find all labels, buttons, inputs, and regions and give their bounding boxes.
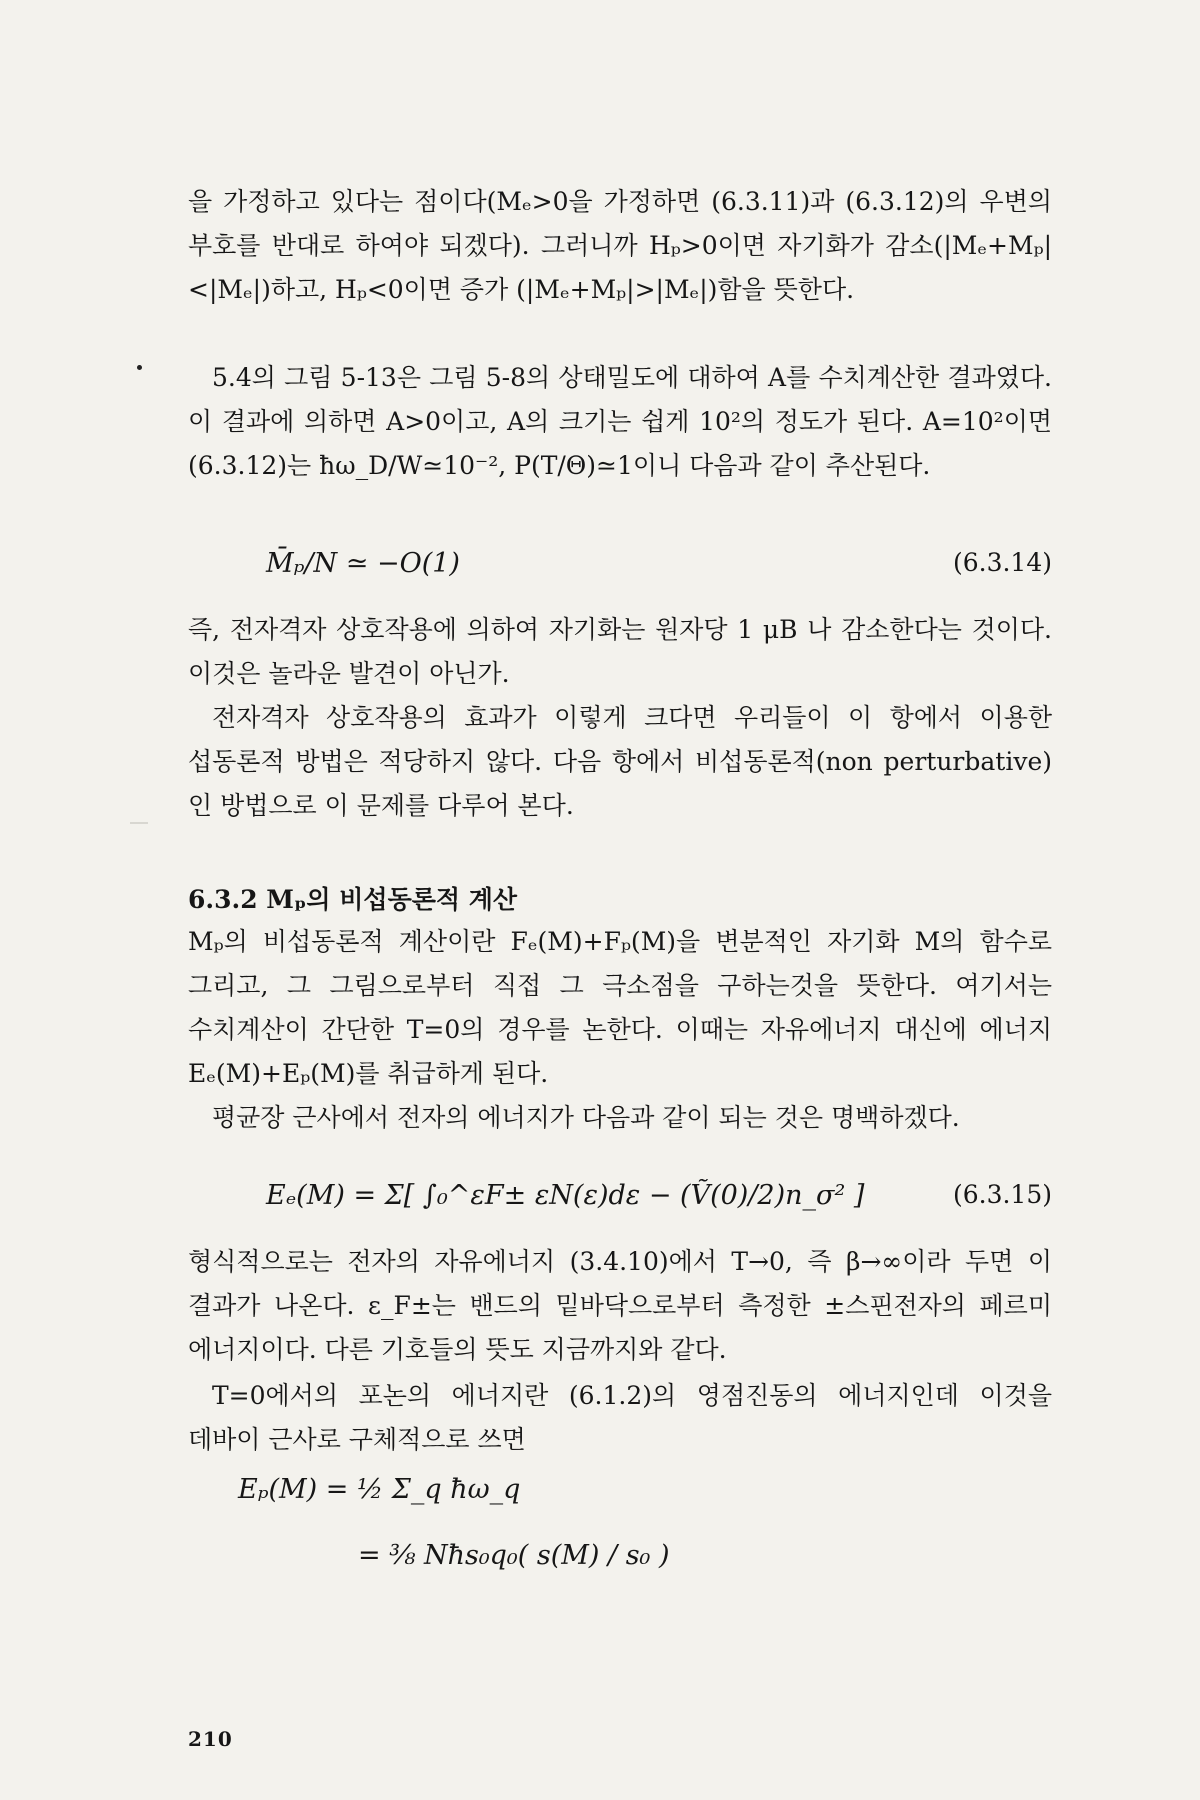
equation-6-3-14 xyxy=(188,548,1052,598)
page-number: 210 xyxy=(188,1727,233,1751)
paragraph-4 xyxy=(188,696,1052,828)
margin-mark xyxy=(130,822,148,824)
equation-phonon-energy-continued xyxy=(188,1540,1052,1590)
paragraph-5-text: Mₚ의 비섭동론적 계산이란 Fₑ(M)+Fₚ(M)을 변분적인 자기화 M의 함수로 그리고, 그 그림으로부터 직접 그 극소점을 구하는것을 뜻한다. 여기서는 수치계산이 간단한 T=0의 경우를 논한다. 이때는 자유에너지 대신에 에너지 Eₑ(M)+Eₚ(M)를 취급하게 된다. xyxy=(188,927,1052,1088)
equation-6-3-14-expression: M̄ₚ/N ≃ −O(1) xyxy=(266,548,460,579)
paragraph-6 xyxy=(188,1096,1052,1140)
paragraph-3-text: 즉, 전자격자 상호작용에 의하여 자기화는 원자당 1 μB 나 감소한다는 것이다. 이것은 놀라운 발견이 아닌가. xyxy=(188,615,1052,688)
paragraph-5 xyxy=(188,920,1052,1096)
equation-phonon-energy xyxy=(188,1474,1052,1524)
equation-6-3-14-number: (6.3.14) xyxy=(952,548,1052,577)
paragraph-8-text: T=0에서의 포논의 에너지란 (6.1.2)의 영점진동의 에너지인데 이것을 데바이 근사로 구체적으로 쓰면 xyxy=(188,1381,1052,1454)
section-heading: 6.3.2 Mₚ의 비섭동론적 계산 xyxy=(188,885,518,914)
equation-6-3-15-expression: Eₑ(M) = Σ[ ∫₀^εF± εN(ε)dε − (Ṽ(0)/2)n_σ² ] xyxy=(266,1180,865,1211)
paragraph-1 xyxy=(188,180,1052,312)
paragraph-3 xyxy=(188,608,1052,696)
equation-phonon-energy-line-1: Eₚ(M) = ½ Σ_q ħω_q xyxy=(238,1474,521,1505)
equation-6-3-15-number: (6.3.15) xyxy=(952,1180,1052,1209)
equation-6-3-15 xyxy=(188,1180,1052,1230)
paragraph-8 xyxy=(188,1374,1052,1462)
paragraph-7 xyxy=(188,1240,1052,1372)
equation-phonon-energy-line-2: = ⅜ Nħs₀q₀( s(M) / s₀ ) xyxy=(358,1540,670,1571)
paragraph-7-text: 형식적으로는 전자의 자유에너지 (3.4.10)에서 T→0, 즉 β→∞이라 두면 이 결과가 나온다. ε_F±는 밴드의 밑바닥으로부터 측정한 ±스핀전자의 페르미 에너지이다. 다른 기호들의 뜻도 지금까지와 같다. xyxy=(188,1247,1052,1364)
paragraph-1-text: 을 가정하고 있다는 점이다(Mₑ>0을 가정하면 (6.3.11)과 (6.3.12)의 우변의 부호를 반대로 하여야 되겠다). 그러니까 Hₚ>0이면 자기화가 감소(|Mₑ+Mₚ|<|Mₑ|)하고, Hₚ<0이면 증가 (|Mₑ+Mₚ|>|Mₑ|)함을 뜻한다. xyxy=(188,187,1052,304)
paragraph-4-text: 전자격자 상호작용의 효과가 이렇게 크다면 우리들이 이 항에서 이용한 섭동론적 방법은 적당하지 않다. 다음 항에서 비섭동론적(non perturbative)인 방법으로 이 문제를 다루어 본다. xyxy=(188,703,1052,820)
paragraph-2 xyxy=(188,356,1052,488)
margin-dot xyxy=(137,365,142,370)
paragraph-2-text: 5.4의 그림 5-13은 그림 5-8의 상태밀도에 대하여 A를 수치계산한 결과였다. 이 결과에 의하면 A>0이고, A의 크기는 쉽게 10²의 정도가 된다. A=10²이면 (6.3.12)는 ħω_D/W≃10⁻², P(T/Θ)≃1이니 다음과 같이 추산된다. xyxy=(188,363,1052,480)
paragraph-6-text: 평균장 근사에서 전자의 에너지가 다음과 같이 되는 것은 명백하겠다. xyxy=(212,1103,960,1132)
